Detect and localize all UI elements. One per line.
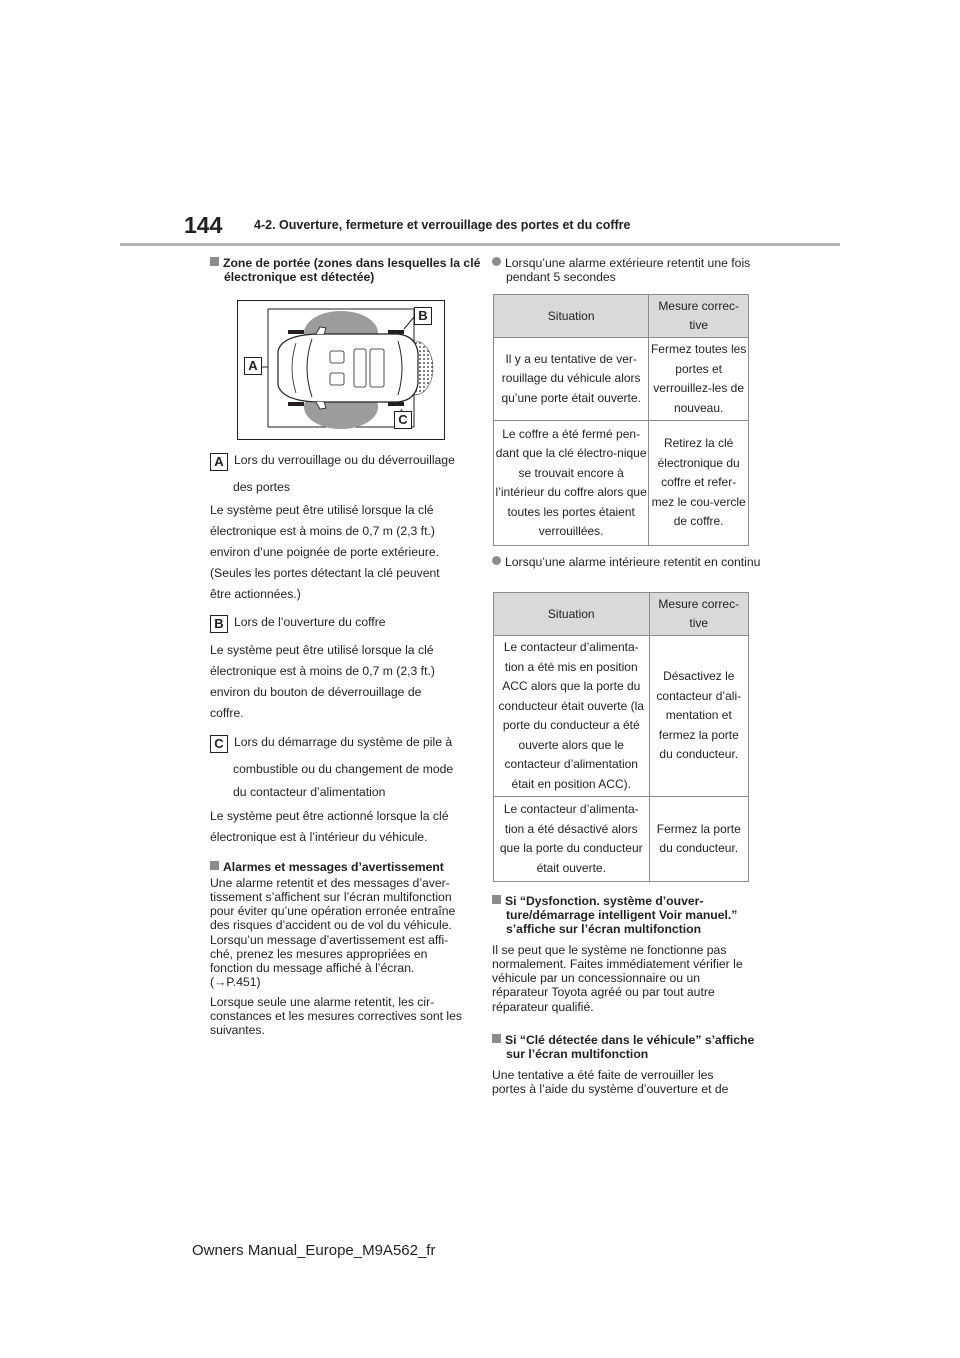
- item-b: B Lors de l’ouverture du coffre: [210, 612, 472, 633]
- range-zone-figure: [237, 300, 445, 440]
- header-situation: Situation: [494, 295, 649, 338]
- round-bullet-icon: [492, 257, 501, 266]
- label-b-icon: B: [210, 615, 228, 633]
- paragraph-a: Le système peut être utilisé lorsque la clé électronique est à moins de 0,7 m (2,3 ft.) environ d’une poignée de porte extérieure. (Seules les portes détectant la clé peuvent être actionnées.): [210, 503, 440, 601]
- footer-manual-id: Owners Manual_Europe_M9A562_fr: [192, 1242, 436, 1259]
- table-exterior-alarm: [493, 294, 749, 546]
- table-row: Le contacteur d’alimenta-tion a été mis en position ACC alors que la porte du conducteur était ouverte (la porte du conducteur a été ouverte alors que le contacteur d’alimentation était en position ACC). Désactivez le contacteur d’ali-mentation et fermez la porte du conducteur.: [494, 636, 749, 797]
- callout-c: C: [394, 411, 412, 429]
- table-interior-alarm: [493, 592, 749, 882]
- square-bullet-icon: [492, 1034, 501, 1043]
- paragraph-malfunction: Il se peut que le système ne fonctionne pas normalement. Faites immédiatement vérifier le véhicule par un concessionnaire ou un réparateur Toyota agréé ou par tout autre réparateur qualifié.: [492, 943, 743, 1014]
- square-bullet-icon: [210, 861, 219, 870]
- heading-alarms: Alarmes et messages d’avertissement: [210, 860, 470, 874]
- paragraph-alarms: Une alarme retentit et des messages d’aver-tissement s’affichent sur l’écran multifonction pour éviter qu’une opération erronée entraîne des risques d’accident ou de vol du véhicule. Lorsqu’un message d’avertissement est affi-ché, prenez les mesures appropriées en fonction du message affiché à l’écran. (→P.451) Lorsque seule une alarme retentit, les cir-constances et les mesures correctives sont les suivantes.: [210, 876, 462, 1038]
- heading-system-malfunction: Si “Dysfonction. système d’ouver-ture/démarrage intelligent Voir manuel.” s’affiche sur l’écran multifonction: [492, 894, 764, 936]
- callout-b: B: [414, 307, 432, 325]
- table-header-row: [494, 295, 749, 338]
- label-a-icon: A: [210, 453, 228, 471]
- item-a: A Lors du verrouillage ou du déverrouillage des portes: [210, 450, 472, 498]
- heading-key-detected: Si “Clé détectée dans le véhicule” s’affiche sur l’écran multifonction: [492, 1033, 764, 1061]
- bullet-interior-alarm: Lorsqu’une alarme intérieure retentit en continu: [492, 555, 762, 569]
- table-header-row: [494, 593, 749, 636]
- item-c: C Lors du démarrage du système de pile à combustible ou du changement de mode du contacteur d’alimentation: [210, 732, 472, 803]
- page-number: 144: [184, 212, 223, 238]
- section-title: 4-2. Ouverture, fermeture et verrouillage des portes et du coffre: [254, 218, 631, 232]
- paragraph-key-detected: Une tentative a été faite de verrouiller les portes à l’aide du système d’ouverture et de: [492, 1068, 729, 1097]
- header-measure: Mesure correc-tive: [649, 295, 749, 338]
- square-bullet-icon: [492, 895, 501, 904]
- label-c-icon: C: [210, 735, 228, 753]
- header-rule: [120, 243, 840, 246]
- header-situation: Situation: [494, 593, 650, 636]
- heading-range-zone: Zone de portée (zones dans lesquelles la clé électronique est détectée): [210, 256, 482, 284]
- round-bullet-icon: [492, 556, 501, 565]
- bullet-exterior-alarm: Lorsqu’une alarme extérieure retentit une fois pendant 5 secondes: [492, 256, 762, 284]
- header-measure: Mesure correc-tive: [649, 593, 748, 636]
- table-row: Le contacteur d’alimenta-tion a été désactivé alors que la porte du conducteur était ouverte. Fermez la porte du conducteur.: [494, 797, 749, 882]
- paragraph-c: Le système peut être actionné lorsque la clé électronique est à l’intérieur du véhicule.: [210, 809, 449, 844]
- callout-a: A: [244, 357, 262, 375]
- table-row: Le coffre a été fermé pen-dant que la clé électro-nique se trouvait encore à l’intérieur du coffre alors que toutes les portes étaient verrouillées. Retirez la clé électronique du coffre et refer-mez le cou-vercle de coffre.: [494, 421, 749, 546]
- table-row: Il y a eu tentative de ver-rouillage du véhicule alors qu’une porte était ouverte. Fermez toutes les portes et verrouillez-les de nouveau.: [494, 338, 749, 421]
- square-bullet-icon: [210, 257, 219, 266]
- paragraph-b: Le système peut être utilisé lorsque la clé électronique est à moins de 0,7 m (2,3 ft.) environ du bouton de déverrouillage de coffre.: [210, 643, 435, 720]
